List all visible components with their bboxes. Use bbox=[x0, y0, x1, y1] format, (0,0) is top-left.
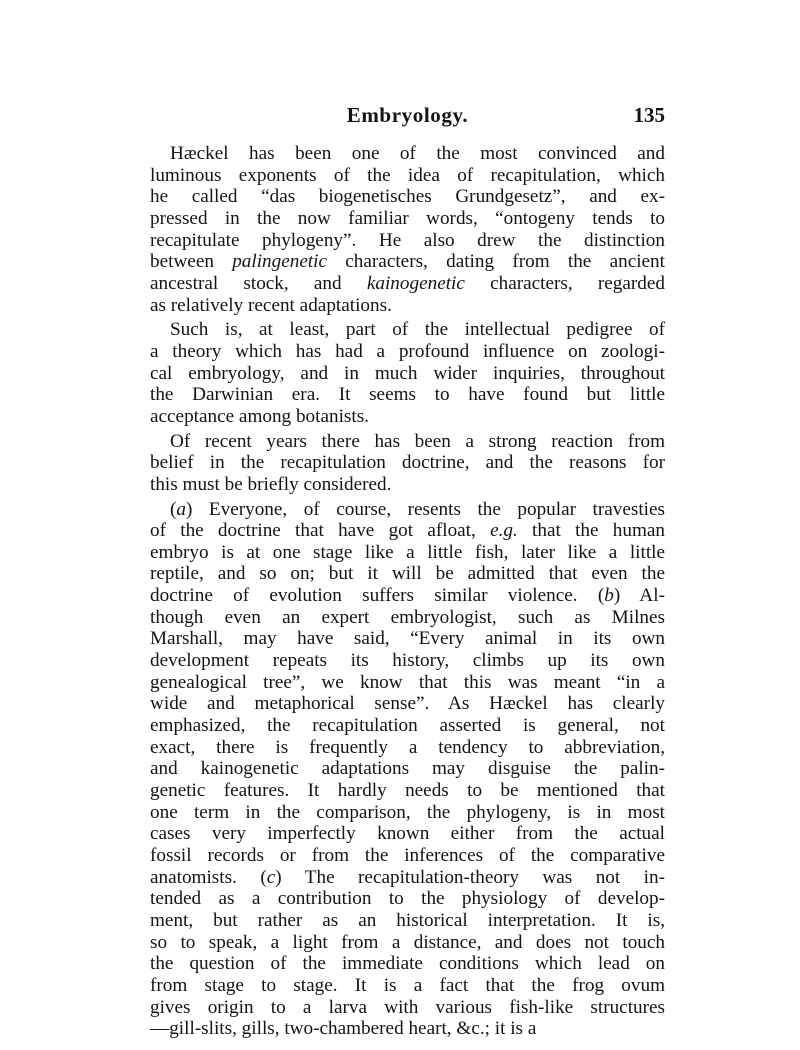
text-line: Such is, at least, part of the intellectual pedigree of bbox=[170, 319, 665, 341]
paragraph bbox=[150, 319, 665, 427]
text-line: belief in the recapitulation doctrine, and the reasons for bbox=[150, 452, 665, 474]
text-line: (a) Everyone, of course, resents the popular travesties bbox=[170, 498, 665, 520]
text-line: ancestral stock, and kainogenetic characters, regarded bbox=[150, 272, 665, 294]
text-line: gives origin to a larva with various fish-like structures bbox=[150, 996, 665, 1018]
text-line: luminous exponents of the idea of recapitulation, which bbox=[150, 164, 665, 186]
running-head bbox=[150, 103, 665, 133]
text-line: Hæckel has been one of the most convinced and bbox=[170, 143, 665, 164]
text-line: one term in the comparison, the phylogeny, is in most bbox=[150, 801, 665, 823]
text-line: pressed in the now familiar words, “ontogeny tends to bbox=[150, 207, 665, 229]
text-line: the Darwinian era. It seems to have found but little bbox=[150, 384, 665, 406]
text-line: as relatively recent adaptations. bbox=[150, 294, 392, 316]
text-line: of the doctrine that have got afloat, e.g. that the human bbox=[150, 520, 666, 542]
text-line: genealogical tree”, we know that this was meant “in a bbox=[150, 671, 665, 693]
text-line: ment, but rather as an historical interpretation. It is, bbox=[150, 909, 665, 931]
text-line: and kainogenetic adaptations may disguise the palin- bbox=[150, 758, 665, 780]
text-line: tended as a contribution to the physiology of develop- bbox=[150, 888, 665, 910]
text-line: wide and metaphorical sense”. As Hæckel has clearly bbox=[150, 693, 665, 715]
text-line: between palingenetic characters, dating from the ancient bbox=[150, 251, 665, 273]
text-line: recapitulate phylogeny”. He also drew the distinction bbox=[150, 229, 665, 251]
text-line: embryo is at one stage like a little fish, later like a little bbox=[150, 541, 665, 563]
text-line: genetic features. It hardly needs to be mentioned that bbox=[150, 780, 665, 802]
text-line: he called “das biogenetisches Grundgesetz”, and ex- bbox=[150, 186, 665, 208]
text-line: emphasized, the recapitulation asserted is general, not bbox=[150, 715, 665, 737]
text-line: —gill-slits, gills, two-chambered heart, &c.; it is a bbox=[150, 1018, 537, 1040]
running-title: Embryology. bbox=[346, 103, 469, 127]
text-line: Marshall, may have said, “Every animal in its own bbox=[150, 628, 665, 650]
text-line: from stage to stage. It is a fact that the frog ovum bbox=[150, 974, 665, 996]
text-line: the question of the immediate conditions which lead on bbox=[150, 953, 665, 975]
text-line: reptile, and so on; but it will be admitted that even the bbox=[150, 563, 665, 585]
text-line: exact, there is frequently a tendency to abbreviation, bbox=[150, 736, 665, 758]
text-line: development repeats its history, climbs up its own bbox=[150, 650, 665, 672]
text-line: acceptance among botanists. bbox=[150, 405, 369, 427]
text-line: fossil records or from the inferences of the comparative bbox=[150, 845, 665, 866]
paragraph bbox=[150, 431, 665, 496]
paragraph bbox=[150, 499, 665, 1040]
text-line: cases very imperfectly known either from the actual bbox=[150, 823, 665, 845]
text-line: a theory which has had a profound influence on zoologi- bbox=[150, 340, 665, 362]
text-line: this must be briefly considered. bbox=[150, 473, 392, 495]
body-text bbox=[150, 143, 665, 1040]
text-line: doctrine of evolution suffers similar violence. (b) Al- bbox=[150, 585, 665, 607]
text-line: Of recent years there has been a strong reaction from bbox=[170, 430, 665, 452]
text-line: though even an expert embryologist, such as Milnes bbox=[150, 606, 665, 628]
text-line: so to speak, a light from a distance, and does not touch bbox=[150, 931, 665, 953]
text-line: cal embryology, and in much wider inquiries, throughout bbox=[150, 362, 665, 384]
paragraph bbox=[150, 143, 665, 316]
text-line: anatomists. (c) The recapitulation-theory was not in- bbox=[150, 866, 665, 888]
page-number: 135 bbox=[633, 103, 665, 127]
